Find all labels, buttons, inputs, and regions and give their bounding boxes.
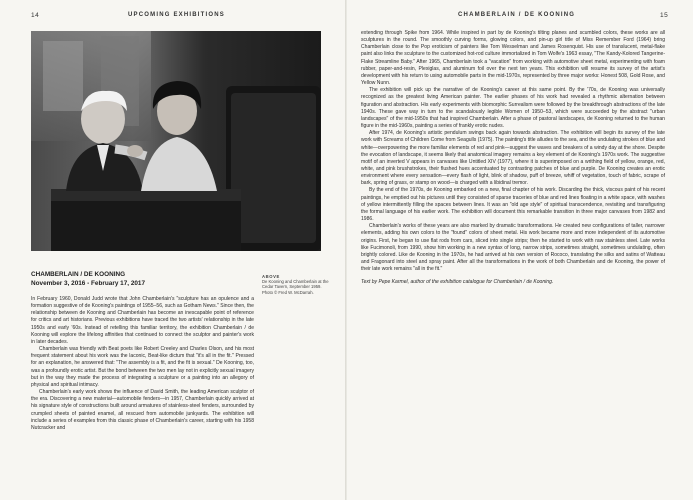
running-head-right: CHAMBERLAIN / DE KOONING (458, 12, 576, 18)
exhibition-title: CHAMBERLAIN / DE KOONING (31, 271, 126, 278)
paragraph: In February 1960, Donald Judd wrote that John Chamberlain's "sculpture has an opulence and a formation suggestive of de Kooning's paintings of 1955–56, such as Gotham News." Since then, the relationship between de Kooning and Chamberlain has become an inescapable point of reference for critics and art historians. Previous exhibitions have traced the two artists' relationship in the late 1950s and early '60s. Instead of retelling this familiar territory, the exhibition Chamberlain / de Kooning will explore the lifelong affinities that continued to connect the sculptor and painter's work in later decades. (31, 296, 254, 345)
paragraph: Chamberlain was friendly with Beat poets like Robert Creeley and Charles Olson, and his most frequent statement about his work was the laconic, Beat-like dictum that "it's all in the fit." Pressed for an explanation, he answered that: "The assembly is a fit, and the fit is sexual." De Kooning, too, was a profoundly erotic artist. But the bond between the two men lay not in explicitly sexual imagery but in the way they made the process of integrating a sculpture or a painting into an allegory of physical and spiritual intimacy. (31, 346, 254, 388)
paragraph: extending through Spike from 1964. While inspired in part by de Kooning's tilting planes and scumbled colors, these works are all sculptures in the round. The smoothly curving forms, glowing colors, and pin-up girl title of Miss Remember Ford (1964) bring Chamberlain close to the Pop eroticism of painters like Tom Wesselman and James Rosenquist. His use of translucent, metal-flake paint also links the sculpture to the customized hot-rod culture immortalized in Tom Wolfe's 1963 essay, "The Kandy-Kolored Tangerine-Flake Streamline Baby." After 1965, Chamberlain took a "vacation" from working with automotive sheet metal, experimenting with foam rubber, paper-and-resin, Plexiglas, and aluminum foil over the next ten years. This exhibition will resume its survey of the artist's development with his return to using automobile parts in the mid-1970s, represented by three major works: Honest 508, Gold Rose, and Yellow Nunn. (361, 30, 665, 87)
paragraph: The exhibition will pick up the narrative of de Kooning's career at this same point. By the '70s, de Kooning was universally recognized as the greatest living American painter. The earlier phases of his work had revealed a rhythmic alternation between figuration and abstraction. His early experiments with biomorphic Surrealism were followed by the breakthrough abstractions of the late 1940s. These gave way in turn to the scandalously legible Women of 1950–53, which were succeeded by the abstract "urban landscapes" of the mid-1950s that had inspired Chamberlain. After a phase of pastoral landscapes, de Kooning returned to the human figure in the mid-1960s, painting a series of frankly erotic nudes. (361, 87, 665, 130)
paragraph: After 1974, de Kooning's artistic pendulum swings back again towards abstraction. The exhibition will begin its survey of the late work with Screams of Children Come from Seagulls (1975). The painting's title alludes to the sea, and the undulating strokes of blue and white—overpowering the more familiar elements of red and pink—suggest the waves and breakers of a windy day at the shore. Despite the evocation of landscape, it seems likely that anatomical imagery remains a key element of de Kooning's 1970s work. The suggestive motif of an inverted V appears in canvases like Untitled XIV (1977), where it is superimposed on a writhing field of yellow, orange, red, white, and pink brushstrokes, their flushed hues accentuated by contrasting patches of blue and purple. De Kooning creates an erotic environment where every sensation—every flash of light, blink of shadow, puff of breeze, whiff of vegetation, touch of fabric, scrape of bark, spring of grass, or stamp on wood—is charged with a libidinal tremor. (361, 130, 665, 187)
exhibition-dates: November 3, 2016 - February 17, 2017 (31, 280, 146, 287)
page-number-left: 14 (31, 12, 40, 19)
left-page (0, 0, 346, 500)
paragraph: Chamberlain's works of these years are also marked by dramatic transformations. He created new configurations of taller, narrower elements, adding his own colors to the "found" colors of sheet metal. His work became more and more independent of its automotive origins. First, he began to use flat rods from cars, sliced into single strips; then he started to work with raw stainless steel. Late works like Fucimonoli, from 1990, show him working in a new syntax of long, narrow strips, sometimes straight, sometimes undulating, often brightly colored. Like de Kooning in the 1970s, he had arrived at his own version of Rococo, translating the silks and satins of Watteau and Fragonard into steel and spray paint. After all the transformations in the work of both Chamberlain and de Kooning, the power of their late work remains "all in the fit." (361, 223, 665, 273)
running-head-left: UPCOMING EXHIBITIONS (128, 12, 226, 18)
caption-label: ABOVE (262, 274, 280, 279)
paragraph: By the end of the 1970s, de Kooning embarked on a new, final chapter of his work. Discarding the thick, viscous paint of his recent paintings, he emptied out his pictures until they consisted of sparse traceries of blue and red lines floating in a white space, with washes of yellow intermittently filling the spaces between lines. It was an "old age style" of spiritual transcendence, revisiting and transfiguring the formal language of his earlier work. The exhibition will document this remarkable transition in three major canvases from 1982 and 1986. (361, 187, 665, 223)
page-number-right: 15 (660, 12, 669, 19)
photo-caption (262, 274, 332, 295)
right-body-text (361, 30, 665, 286)
caption-text: De Kooning and Chamberlain at the Cedar Tavern, September 1959. Photo © Fred W. McDarrah. (262, 279, 329, 295)
photograph-de-kooning-chamberlain (31, 31, 321, 251)
paragraph: Chamberlain's early work shows the influence of David Smith, the leading American sculptor of the era. Discovering a new material—automobile fenders—in 1957, Chamberlain quickly arrived at his signature style of constructions built around armatures of stainless-steel fenders, surrounded by crumpled sheets of painted enamel, all rescued from automobile junkyards. The exhibition will include a series of examples from this classic phase of Chamberlain's career, starting with his 1958 Nutcracker and (31, 389, 254, 431)
left-body-text (31, 296, 254, 432)
bar-scene-image (31, 31, 321, 251)
author-credit: Text by Pepe Karmel, author of the exhibition catalogue for Chamberlain / de Kooning. (361, 279, 554, 286)
